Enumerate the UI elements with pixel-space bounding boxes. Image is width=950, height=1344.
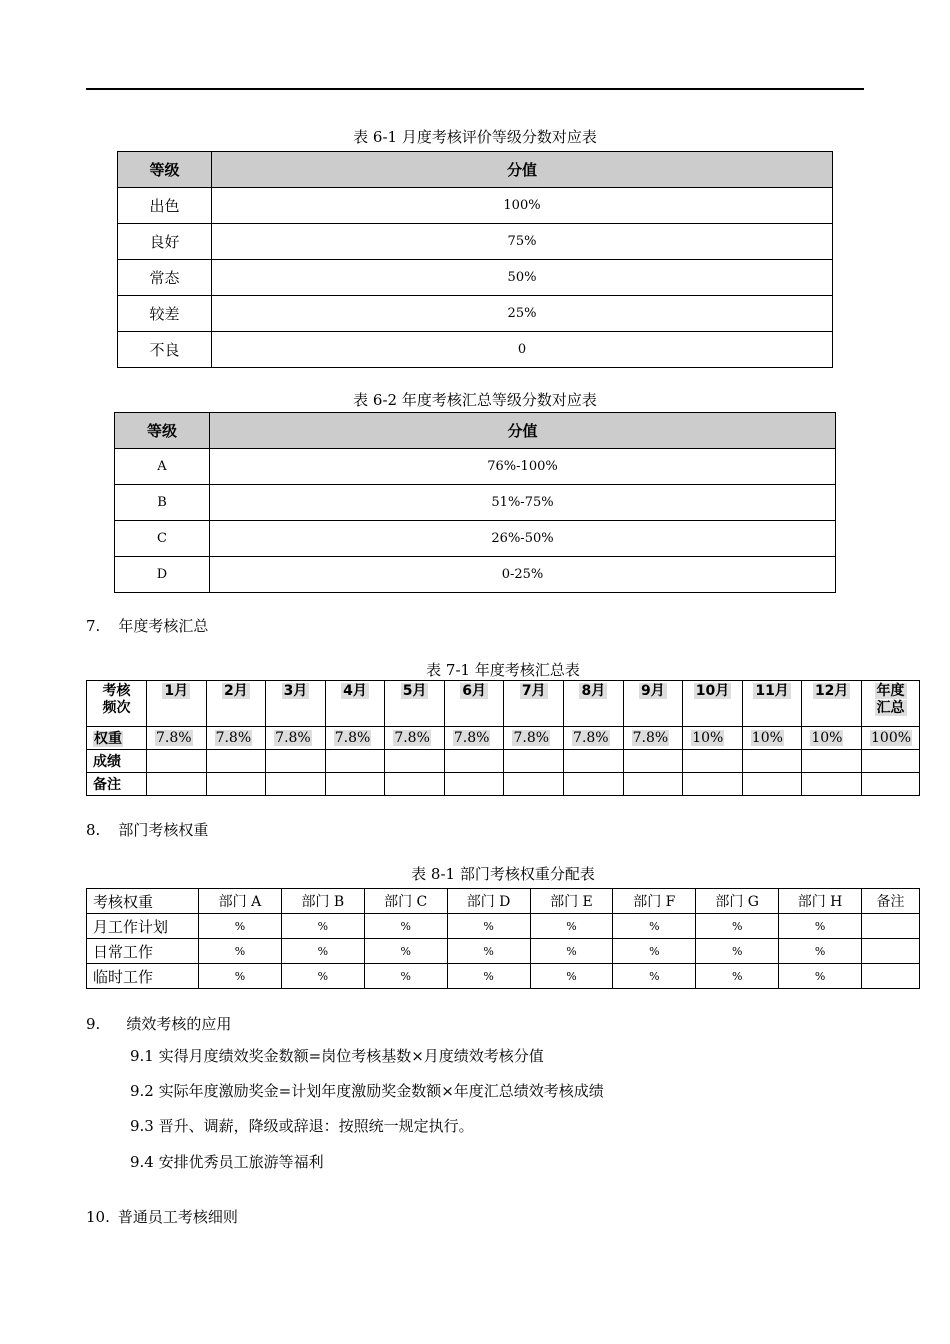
section-7-heading (86, 616, 208, 636)
remark-cell[interactable] (862, 773, 920, 796)
grade-cell: A (115, 449, 210, 485)
weight-cell (742, 727, 802, 750)
grade-cell: 良好 (118, 224, 212, 260)
percent-cell[interactable]: % (364, 939, 447, 964)
weight-cell (504, 727, 564, 750)
table-row (115, 449, 836, 485)
month-label: 12月 (814, 683, 849, 699)
table-6-2-caption: 表 6-2 年度考核汇总等级分数对应表 (353, 391, 597, 409)
remark-cell[interactable] (266, 773, 326, 796)
grade-cell: B (115, 485, 210, 521)
corner-line-2: 频次 (102, 700, 131, 716)
score-cell: 100% (212, 188, 833, 224)
score-header: 分值 (212, 152, 833, 188)
list-item: 9.1 实得月度绩效奖金数额=岗位考核基数×月度绩效考核分值 (130, 1047, 544, 1065)
score-cell[interactable] (742, 750, 802, 773)
score-cell: 26%-50% (210, 521, 836, 557)
score-label: 成绩 (87, 750, 147, 773)
table-row (87, 914, 920, 939)
percent-cell[interactable]: % (199, 964, 282, 989)
grade-cell: 出色 (118, 188, 212, 224)
percent-cell[interactable]: % (281, 964, 364, 989)
dept-header: 部门 H (779, 889, 862, 914)
section-number: 10. (86, 1208, 110, 1226)
remark-header: 备注 (862, 889, 920, 914)
list-item: 9.2 实际年度激励奖金=计划年度激励奖金数额×年度汇总绩效考核成绩 (130, 1082, 604, 1100)
month-header (683, 681, 743, 727)
weight-value: 10% (751, 730, 783, 746)
score-header: 分值 (210, 413, 836, 449)
weight-row (87, 727, 920, 750)
table-row (118, 332, 833, 368)
table-row (118, 188, 833, 224)
section-title: 年度考核汇总 (118, 617, 209, 635)
grade-cell: 常态 (118, 260, 212, 296)
month-header (444, 681, 504, 727)
remark-cell[interactable] (742, 773, 802, 796)
weight-cell (325, 727, 385, 750)
section-9-heading (86, 1014, 231, 1034)
month-label: 4月 (343, 683, 367, 699)
score-cell[interactable] (147, 750, 207, 773)
weight-type-header: 考核权重 (87, 889, 199, 914)
weight-cell (683, 727, 743, 750)
percent-cell[interactable]: % (613, 914, 696, 939)
dept-header: 部门 C (364, 889, 447, 914)
corner-line-1: 考核 (102, 683, 131, 699)
weight-cell (802, 727, 862, 750)
weight-value: 7.8% (573, 730, 609, 746)
grade-header: 等级 (115, 413, 210, 449)
table-8-1-caption: 表 8-1 部门考核权重分配表 (411, 865, 595, 883)
dept-header: 部门 A (199, 889, 282, 914)
month-label: 5月 (402, 683, 427, 699)
weight-value: 10% (811, 730, 843, 746)
section-title: 绩效考核的应用 (126, 1015, 232, 1033)
section-number: 7. (86, 617, 101, 635)
month-label: 6月 (462, 683, 487, 699)
month-header (623, 681, 683, 727)
header-rule (86, 88, 864, 90)
table-6-2 (114, 412, 836, 593)
weight-value: 7.8% (215, 730, 252, 746)
section-10-heading (86, 1207, 238, 1227)
list-item: 9.3 晋升、调薪，降级或辞退：按照统一规定执行。 (130, 1117, 474, 1135)
percent-cell[interactable]: % (779, 939, 862, 964)
score-cell[interactable] (206, 750, 266, 773)
dept-header: 部门 E (530, 889, 613, 914)
remark-cell[interactable] (325, 773, 385, 796)
section-number: 9. (86, 1015, 101, 1033)
weight-value: 7.8% (632, 730, 669, 746)
weight-value: 7.8% (513, 730, 550, 746)
grade-header: 等级 (118, 152, 212, 188)
percent-cell[interactable]: % (613, 964, 696, 989)
row-label: 临时工作 (87, 964, 199, 989)
score-cell: 51%-75% (210, 485, 836, 521)
weight-cell (266, 727, 326, 750)
month-label: 2月 (223, 683, 248, 699)
table-row (115, 485, 836, 521)
table-row (87, 964, 920, 989)
weight-total-value: 100% (871, 730, 912, 746)
corner-header (87, 681, 147, 727)
month-label: 9月 (641, 683, 665, 699)
total-line-1: 年度 (876, 683, 905, 699)
percent-cell[interactable]: % (696, 914, 779, 939)
score-cell[interactable] (444, 750, 504, 773)
remark-label: 备注 (87, 773, 147, 796)
score-cell[interactable] (623, 750, 683, 773)
percent-cell[interactable]: % (779, 914, 862, 939)
dept-header: 部门 B (281, 889, 364, 914)
percent-cell[interactable]: % (281, 914, 364, 939)
remark-cell[interactable] (206, 773, 266, 796)
dept-header: 部门 G (696, 889, 779, 914)
remark-cell[interactable] (802, 773, 862, 796)
section-title: 普通员工考核细则 (117, 1208, 238, 1226)
weight-value: 7.8% (453, 730, 490, 746)
month-header (206, 681, 266, 727)
grade-cell: 较差 (118, 296, 212, 332)
weight-label-text: 权重 (94, 731, 122, 747)
month-header (564, 681, 624, 727)
score-cell: 75% (212, 224, 833, 260)
percent-cell[interactable]: % (530, 964, 613, 989)
weight-cell (206, 727, 266, 750)
weight-value: 7.8% (334, 730, 371, 746)
table-6-1 (117, 151, 833, 368)
score-cell[interactable] (802, 750, 862, 773)
remark-cell[interactable] (385, 773, 445, 796)
month-header (504, 681, 564, 727)
score-cell[interactable] (385, 750, 445, 773)
table-8-1 (86, 888, 920, 989)
remark-cell[interactable] (683, 773, 743, 796)
remark-cell[interactable] (147, 773, 207, 796)
month-label: 10月 (695, 683, 730, 699)
remark-cell[interactable] (862, 964, 920, 989)
row-label: 月工作计划 (87, 914, 199, 939)
table-row (115, 521, 836, 557)
percent-cell[interactable]: % (530, 914, 613, 939)
month-header (385, 681, 445, 727)
weight-cell (564, 727, 624, 750)
list-item: 9.4 安排优秀员工旅游等福利 (130, 1153, 324, 1171)
percent-cell[interactable]: % (281, 939, 364, 964)
score-cell[interactable] (862, 750, 920, 773)
weight-cell (444, 727, 504, 750)
weight-value: 10% (692, 730, 724, 746)
remark-cell[interactable] (564, 773, 624, 796)
weight-value: 7.8% (156, 730, 192, 746)
month-header (147, 681, 207, 727)
grade-cell: 不良 (118, 332, 212, 368)
total-line-2: 汇总 (876, 700, 905, 716)
month-label: 7月 (521, 683, 546, 699)
weight-cell (147, 727, 207, 750)
weight-value: 7.8% (275, 730, 311, 746)
total-header (862, 681, 920, 727)
percent-cell[interactable]: % (447, 964, 530, 989)
percent-cell[interactable]: % (530, 939, 613, 964)
percent-cell[interactable]: % (364, 964, 447, 989)
month-header (742, 681, 802, 727)
month-label: 1月 (164, 683, 189, 699)
weight-cell (623, 727, 683, 750)
month-header (266, 681, 326, 727)
table-row (118, 224, 833, 260)
percent-cell[interactable]: % (199, 914, 282, 939)
weight-cell (385, 727, 445, 750)
dept-header: 部门 F (613, 889, 696, 914)
score-cell[interactable] (325, 750, 385, 773)
score-cell[interactable] (504, 750, 564, 773)
score-cell: 25% (212, 296, 833, 332)
section-title: 部门考核权重 (118, 821, 209, 839)
row-label: 日常工作 (87, 939, 199, 964)
percent-cell[interactable]: % (696, 939, 779, 964)
month-label: 11月 (755, 683, 789, 699)
month-label: 8月 (581, 683, 606, 699)
grade-cell: D (115, 557, 210, 593)
table-row (115, 557, 836, 593)
table-6-1-caption: 表 6-1 月度考核评价等级分数对应表 (353, 128, 597, 146)
remark-cell[interactable] (862, 914, 920, 939)
section-8-heading (86, 820, 208, 840)
percent-cell[interactable]: % (447, 914, 530, 939)
weight-label (87, 727, 147, 750)
table-row (87, 939, 920, 964)
percent-cell[interactable]: % (696, 964, 779, 989)
table-header-row (87, 889, 920, 914)
table-7-1-caption: 表 7-1 年度考核汇总表 (426, 661, 580, 679)
remark-row (87, 773, 920, 796)
remark-cell[interactable] (862, 939, 920, 964)
score-cell: 0-25% (210, 557, 836, 593)
table-row (118, 296, 833, 332)
score-cell: 0 (212, 332, 833, 368)
percent-cell[interactable]: % (364, 914, 447, 939)
section-number: 8. (86, 821, 101, 839)
table-7-1 (86, 680, 920, 796)
percent-cell[interactable]: % (779, 964, 862, 989)
month-header (325, 681, 385, 727)
weight-total-cell (862, 727, 920, 750)
percent-cell[interactable]: % (199, 939, 282, 964)
remark-cell[interactable] (623, 773, 683, 796)
score-cell: 76%-100% (210, 449, 836, 485)
score-row (87, 750, 920, 773)
score-cell[interactable] (266, 750, 326, 773)
score-cell[interactable] (564, 750, 624, 773)
remark-cell[interactable] (444, 773, 504, 796)
weight-value: 7.8% (394, 730, 430, 746)
table-row (118, 260, 833, 296)
percent-cell[interactable]: % (447, 939, 530, 964)
score-cell: 50% (212, 260, 833, 296)
percent-cell[interactable]: % (613, 939, 696, 964)
score-cell[interactable] (683, 750, 743, 773)
month-label: 3月 (283, 683, 308, 699)
month-header (802, 681, 862, 727)
remark-cell[interactable] (504, 773, 564, 796)
grade-cell: C (115, 521, 210, 557)
dept-header: 部门 D (447, 889, 530, 914)
